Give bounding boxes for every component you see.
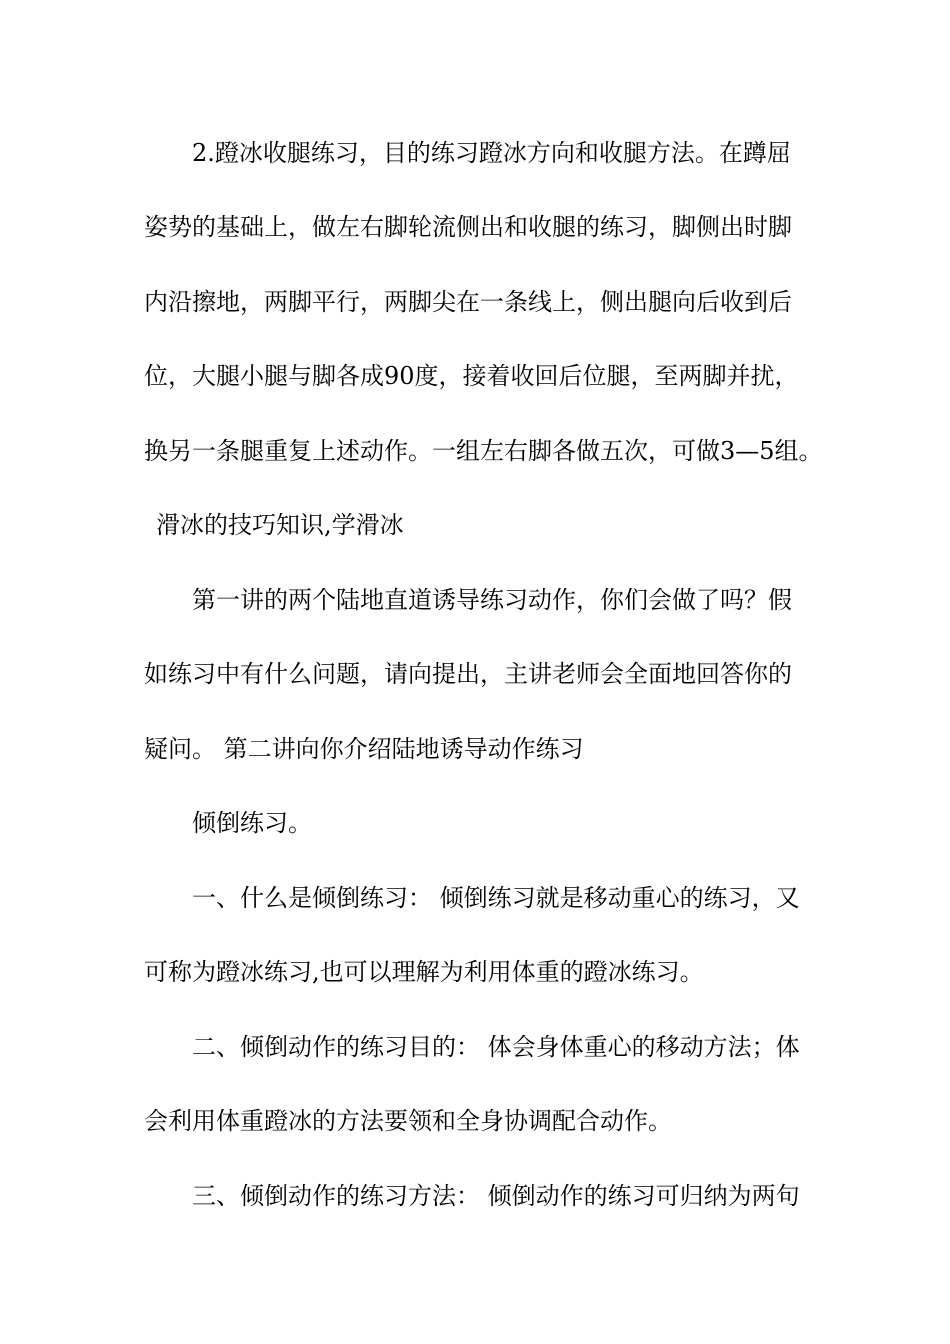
document-page: 2.蹬冰收腿练习，目的练习蹬冰方向和收腿方法。在蹲屈 姿势的基础上，做左右脚轮流侧出和收腿的练习，脚侧出时脚 内沿擦地，两脚平行，两脚尖在一条线上，侧出腿向后收到后 位，大腿小腿与脚各成90度，接着收回后位腿，至两脚并扰， 换另一条腿重复上述动作。一组左右脚各做五次，可做3—5组。 滑冰的技巧知识,学滑冰 第一讲的两个陆地直道诱导练习动作，你们会做了吗？假 如练习中有什么问题，请向提出，主讲老师会全面地回答你的 疑问。 第二讲向你介绍陆地诱导动作练习 倾倒练习。 一、什么是倾倒练习： 倾倒练习就是移动重心的练习，又 可称为蹬冰练习,也可以理解为利用体重的蹬冰练习。 二、倾倒动作的练习目的： 体会身体重心的移动方法；体 会利用体重蹬冰的方法要领和全身协调配合动作。 三、倾倒动作的练习方法： 倾倒动作的练习可归纳为两句 [144, 139, 823, 1210]
